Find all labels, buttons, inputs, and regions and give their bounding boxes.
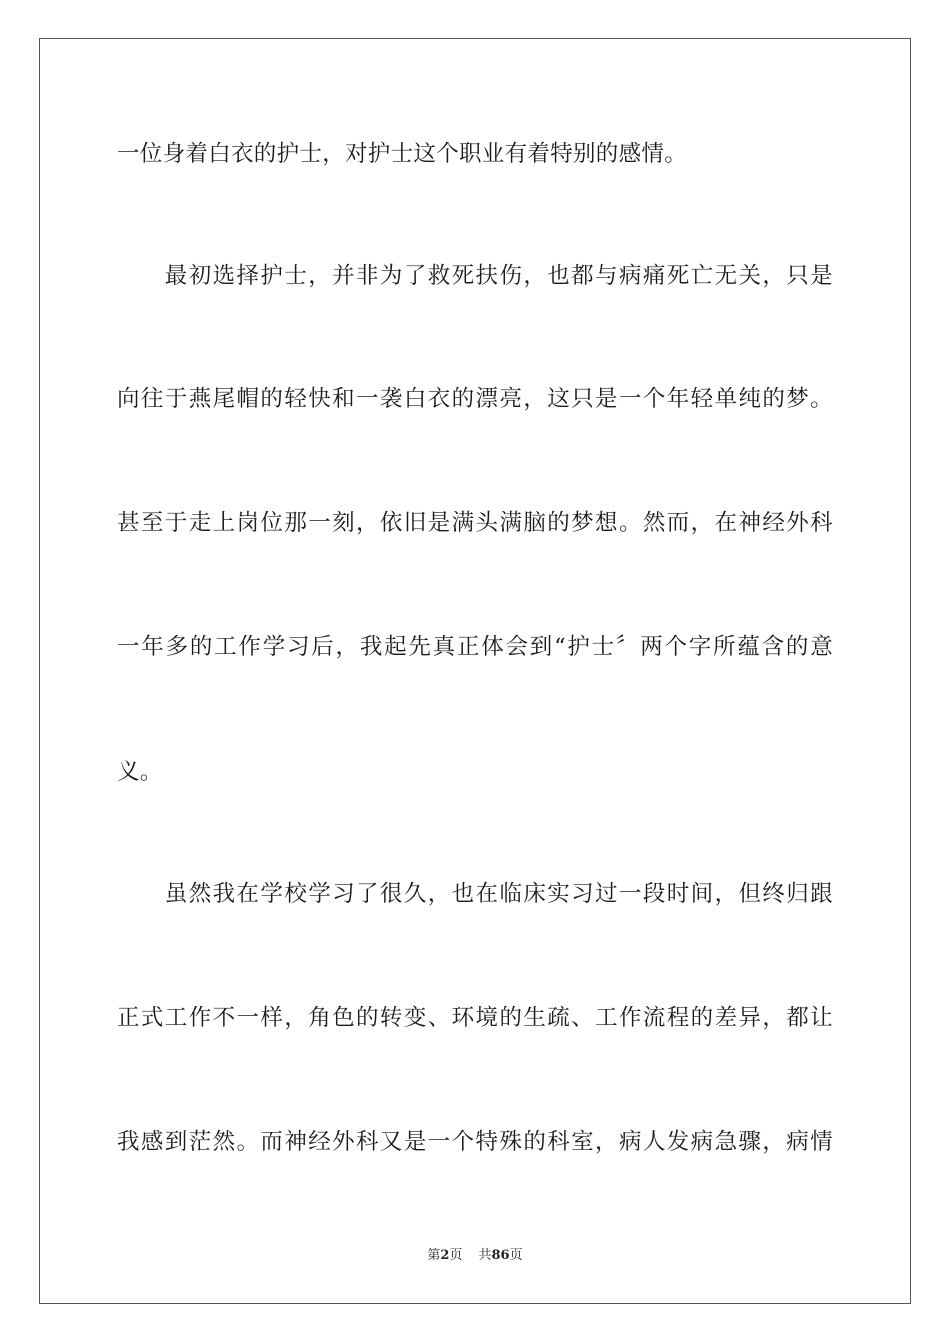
page-footer bbox=[0, 1247, 950, 1265]
page-number: 2 bbox=[440, 1248, 450, 1263]
text-line-1: 一位身着白衣的护士，对护士这个职业有着特别的感情。 bbox=[117, 141, 688, 167]
text-line-2: 最初选择护士，并非为了救死扶伤，也都与病痛死亡无关，只是 bbox=[117, 263, 833, 289]
text-line-3: 向往于燕尾帽的轻快和一袭白衣的漂亮，这只是一个年轻单纯的梦。 bbox=[117, 386, 833, 412]
page-suffix: 页 bbox=[449, 1248, 463, 1263]
text-line-8: 正式工作不一样，角色的转变、环境的生疏、工作流程的差异，都让 bbox=[117, 1005, 833, 1031]
text-line-7: 虽然我在学校学习了很久，也在临床实习过一段时间，但终归跟 bbox=[117, 881, 833, 907]
text-line-6: 义。 bbox=[117, 759, 163, 785]
total-prefix: 共 bbox=[478, 1248, 492, 1263]
text-line-9: 我感到茫然。而神经外科又是一个特殊的科室，病人发病急骤，病情 bbox=[117, 1129, 833, 1155]
total-suffix: 页 bbox=[509, 1248, 523, 1263]
page-border bbox=[39, 38, 911, 1304]
text-line-5: 一年多的工作学习后，我起先真正体会到“护士〞两个字所蕴含的意 bbox=[117, 634, 833, 660]
total-pages: 86 bbox=[491, 1248, 510, 1263]
text-line-4: 甚至于走上岗位那一刻，依旧是满头满脑的梦想。然而，在神经外科 bbox=[117, 510, 833, 536]
page-prefix: 第 bbox=[427, 1248, 441, 1263]
